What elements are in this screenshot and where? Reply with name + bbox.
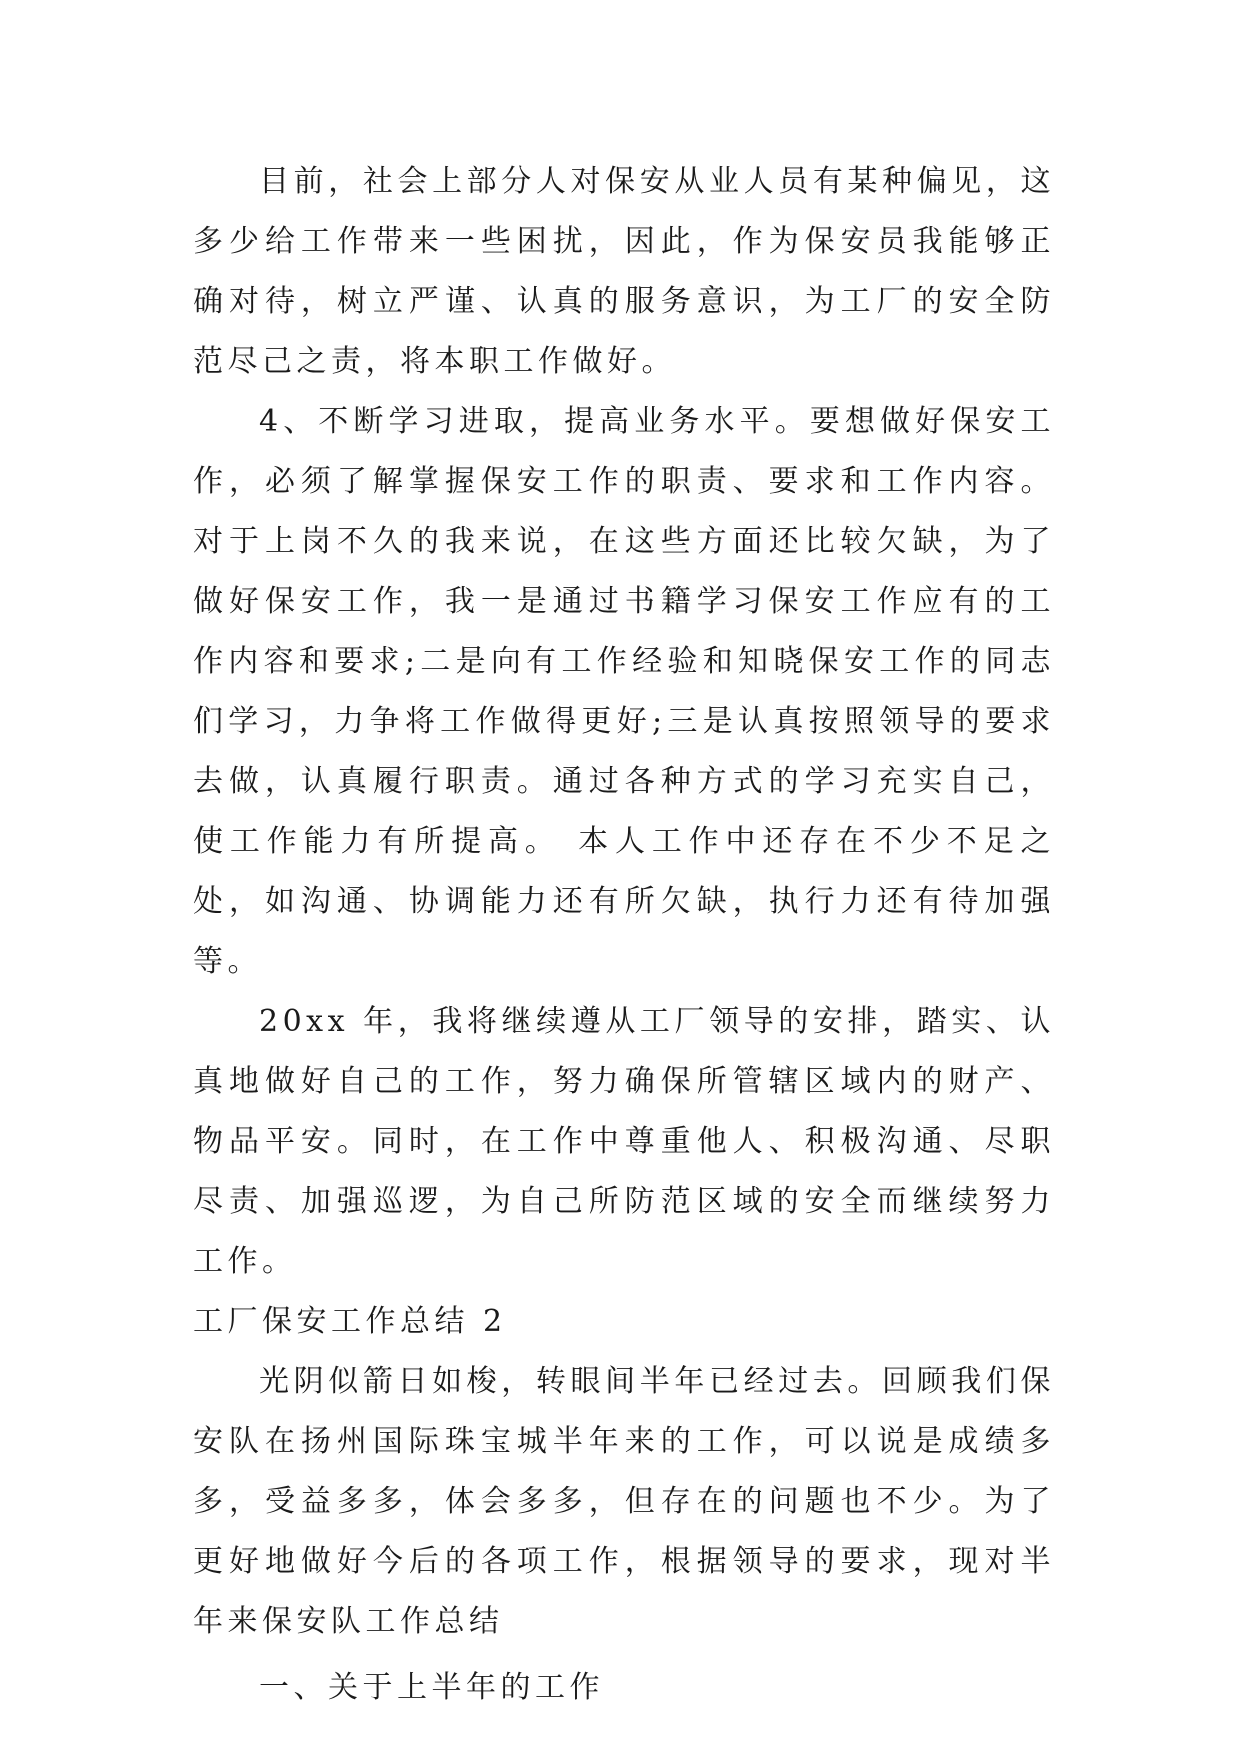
body-paragraph-4: 光阴似箭日如梭，转眼间半年已经过去。回顾我们保安队在扬州国际珠宝城半年来的工作，可以说是成绩多多，受益多多，体会多多，但存在的问题也不少。为了更好地做好今后的各项工作，根据领导的要求，现对半年来保安队工作总结 xyxy=(193,1364,1055,1639)
body-paragraph-1: 目前，社会上部分人对保安从业人员有某种偏见，这多少给工作带来一些困扰，因此，作为保安员我能够正确对待，树立严谨、认真的服务意识，为工厂的安全防范尽己之责，将本职工作做好。 xyxy=(193,164,1055,379)
document-page xyxy=(193,152,1055,1718)
body-paragraph-2: 4、不断学习进取，提高业务水平。要想做好保安工作，必须了解掌握保安工作的职责、要求和工作内容。对于上岗不久的我来说，在这些方面还比较欠缺，为了做好保安工作，我一是通过书籍学习保安工作应有的工作内容和要求;二是向有工作经验和知晓保安工作的同志们学习，力争将工作做得更好;三是认真按照领导的要求去做，认真履行职责。通过各种方式的学习充实自己，使工作能力有所提高。 本人工作中还存在不少不足之处，如沟通、协调能力还有所欠缺，执行力还有待加强等。 xyxy=(193,404,1055,979)
subsection-title: 一、关于上半年的工作 xyxy=(259,1670,604,1705)
section-heading: 工厂保安工作总结 2 xyxy=(193,1304,507,1339)
body-paragraph-3: 20xx 年，我将继续遵从工厂领导的安排，踏实、认真地做好自己的工作，努力确保所管辖区域内的财产、物品平安。同时，在工作中尊重他人、积极沟通、尽职尽责、加强巡逻，为自己所防范区域的安全而继续努力工作。 xyxy=(193,1004,1055,1279)
